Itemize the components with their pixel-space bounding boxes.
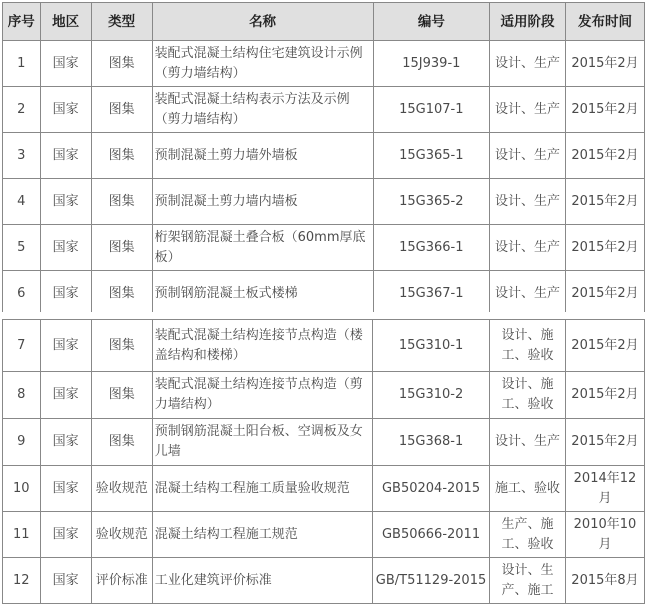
stage-cell: 设计、生产 xyxy=(490,419,566,466)
name-cell: 桁架钢筋混凝土叠合板（60mm厚底板） xyxy=(152,225,373,271)
row-number: 12 xyxy=(3,558,41,604)
code-cell: 15G368-1 xyxy=(372,419,489,466)
table-row xyxy=(3,419,645,466)
name-cell: 混凝土结构工程施工质量验收规范 xyxy=(152,466,372,512)
table-row xyxy=(3,320,645,372)
table-row xyxy=(3,225,645,271)
code-cell: 15G366-1 xyxy=(373,225,490,271)
type-cell: 图集 xyxy=(91,87,152,133)
region-cell: 国家 xyxy=(40,41,91,87)
date-cell: 2015年8月 xyxy=(565,558,644,604)
region-cell: 国家 xyxy=(40,372,91,419)
date-cell: 2015年2月 xyxy=(565,133,644,179)
table-row xyxy=(3,558,645,604)
header-cell: 类型 xyxy=(91,3,152,41)
name-cell: 装配式混凝土结构住宅建筑设计示例（剪力墙结构） xyxy=(152,41,373,87)
header-cell: 编号 xyxy=(373,3,490,41)
name-cell: 预制混凝土剪力墙内墙板 xyxy=(152,179,373,225)
name-cell: 预制混凝土剪力墙外墙板 xyxy=(152,133,373,179)
code-cell: 15G107-1 xyxy=(373,87,490,133)
region-cell: 国家 xyxy=(40,512,91,558)
type-cell: 图集 xyxy=(91,372,152,419)
row-number: 1 xyxy=(3,41,41,87)
table-row xyxy=(3,133,645,179)
region-cell: 国家 xyxy=(40,87,91,133)
region-cell: 国家 xyxy=(40,133,91,179)
region-cell: 国家 xyxy=(40,179,91,225)
row-number: 10 xyxy=(3,466,41,512)
row-number: 6 xyxy=(3,271,41,317)
header-cell: 发布时间 xyxy=(565,3,644,41)
stage-cell: 设计、生产 xyxy=(490,225,566,271)
row-number: 11 xyxy=(3,512,41,558)
stage-cell: 设计、施工、验收 xyxy=(490,320,566,372)
stage-cell: 设计、施工、验收 xyxy=(490,372,566,419)
standards-table-part-1 xyxy=(2,2,645,317)
date-cell: 2015年2月 xyxy=(565,41,644,87)
type-cell: 图集 xyxy=(91,271,152,317)
code-cell: 15G365-2 xyxy=(373,179,490,225)
code-cell: 15G365-1 xyxy=(373,133,490,179)
name-cell: 工业化建筑评价标准 xyxy=(152,558,372,604)
name-cell: 预制钢筋混凝土阳台板、空调板及女儿墙 xyxy=(152,419,372,466)
type-cell: 图集 xyxy=(91,133,152,179)
region-cell: 国家 xyxy=(40,558,91,604)
table-row xyxy=(3,372,645,419)
header-cell: 序号 xyxy=(3,3,41,41)
row-number: 4 xyxy=(3,179,41,225)
table-row xyxy=(3,512,645,558)
type-cell: 图集 xyxy=(91,41,152,87)
type-cell: 验收规范 xyxy=(91,512,152,558)
code-cell: 15J939-1 xyxy=(373,41,490,87)
type-cell: 图集 xyxy=(91,320,152,372)
row-number: 3 xyxy=(3,133,41,179)
name-cell: 预制钢筋混凝土板式楼梯 xyxy=(152,271,373,317)
table-row xyxy=(3,271,645,317)
stage-cell: 设计、生产 xyxy=(490,179,566,225)
date-cell: 2015年2月 xyxy=(565,320,644,372)
code-cell: 15G310-1 xyxy=(372,320,489,372)
stage-cell: 设计、生产 xyxy=(490,271,566,317)
stage-cell: 施工、验收 xyxy=(490,466,566,512)
code-cell: 15G367-1 xyxy=(373,271,490,317)
code-cell: GB/T51129-2015 xyxy=(372,558,489,604)
table-row xyxy=(3,87,645,133)
date-cell: 2010年10月 xyxy=(565,512,644,558)
type-cell: 验收规范 xyxy=(91,466,152,512)
standards-table-part-2 xyxy=(2,319,645,604)
name-cell: 装配式混凝土结构连接节点构造（楼盖结构和楼梯） xyxy=(152,320,372,372)
stage-cell: 设计、生产 xyxy=(490,87,566,133)
code-cell: GB50204-2015 xyxy=(372,466,489,512)
code-cell: GB50666-2011 xyxy=(372,512,489,558)
date-cell: 2014年12月 xyxy=(565,466,644,512)
row-number: 5 xyxy=(3,225,41,271)
stage-cell: 设计、生产 xyxy=(490,133,566,179)
row-number: 9 xyxy=(3,419,41,466)
region-cell: 国家 xyxy=(40,419,91,466)
name-cell: 装配式混凝土结构连接节点构造（剪力墙结构） xyxy=(152,372,372,419)
header-cell: 适用阶段 xyxy=(490,3,566,41)
stage-cell: 生产、施工、验收 xyxy=(490,512,566,558)
stage-cell: 设计、生产、施工 xyxy=(490,558,566,604)
header-cell: 名称 xyxy=(152,3,373,41)
type-cell: 图集 xyxy=(91,179,152,225)
row-number: 2 xyxy=(3,87,41,133)
name-cell: 混凝土结构工程施工规范 xyxy=(152,512,372,558)
date-cell: 2015年2月 xyxy=(565,419,644,466)
date-cell: 2015年2月 xyxy=(565,271,644,317)
type-cell: 评价标准 xyxy=(91,558,152,604)
date-cell: 2015年2月 xyxy=(565,225,644,271)
table-row xyxy=(3,41,645,87)
type-cell: 图集 xyxy=(91,225,152,271)
code-cell: 15G310-2 xyxy=(372,372,489,419)
region-cell: 国家 xyxy=(40,225,91,271)
region-cell: 国家 xyxy=(40,271,91,317)
table-row xyxy=(3,466,645,512)
header-cell: 地区 xyxy=(40,3,91,41)
row-number: 8 xyxy=(3,372,41,419)
header-row xyxy=(3,3,645,41)
region-cell: 国家 xyxy=(40,466,91,512)
row-number: 7 xyxy=(3,320,41,372)
date-cell: 2015年2月 xyxy=(565,372,644,419)
name-cell: 装配式混凝土结构表示方法及示例（剪力墙结构） xyxy=(152,87,373,133)
date-cell: 2015年2月 xyxy=(565,87,644,133)
stage-cell: 设计、生产 xyxy=(490,41,566,87)
date-cell: 2015年2月 xyxy=(565,179,644,225)
type-cell: 图集 xyxy=(91,419,152,466)
table-row xyxy=(3,179,645,225)
region-cell: 国家 xyxy=(40,320,91,372)
